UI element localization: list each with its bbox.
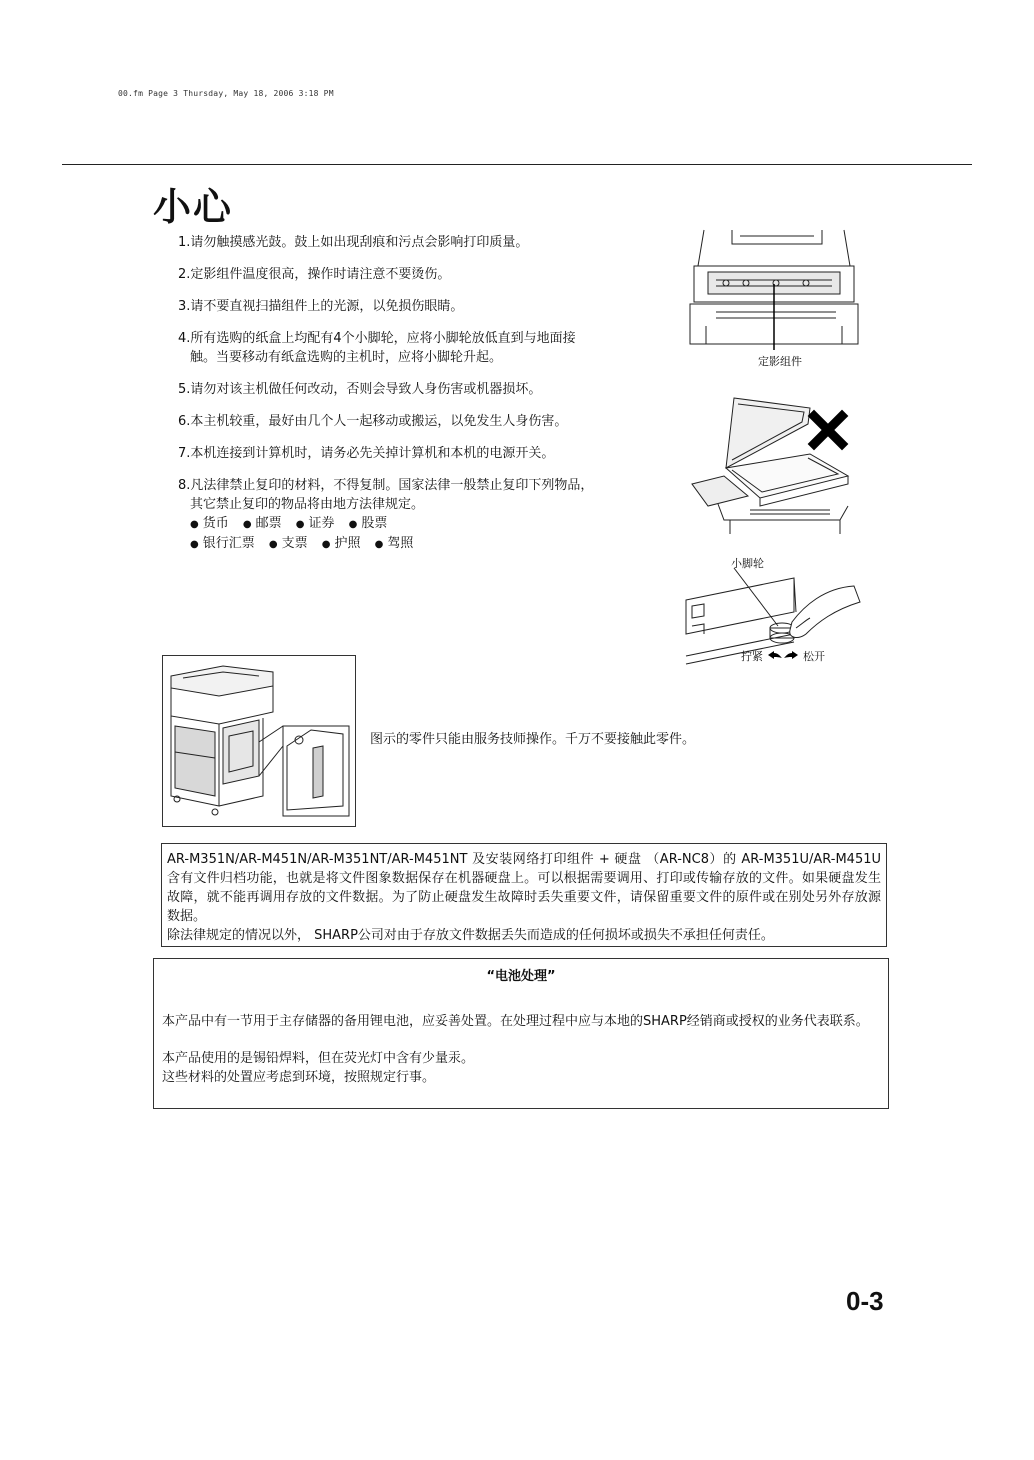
- caution-item-1: 1.请勿触摸感光鼓。鼓上如出现刮痕和污点会影响打印质量。: [178, 235, 529, 250]
- caution-item-6: 6.本主机较重，最好由几个人一起移动或搬运，以免发生人身伤害。: [178, 414, 568, 429]
- battery-paragraph-3: 这些材料的处置应考虑到环境，按照规定行事。: [162, 1070, 436, 1085]
- service-part-illustration: [163, 656, 355, 826]
- rotate-arrows-icon: [766, 648, 800, 662]
- battery-title: “电池处理”: [486, 969, 556, 984]
- file-meta-header: 00.fm Page 3 Thursday, May 18, 2006 3:18 PM: [118, 89, 334, 98]
- scanner-warning-illustration: [690, 394, 854, 534]
- prohibited-items-row-1: [178, 514, 648, 534]
- prohibited-item: ● 护照: [322, 536, 361, 551]
- loosen-label: 松开: [803, 650, 825, 663]
- caution-item-7: 7.本机连接到计算机时，请务必先关掉计算机和本机的电源开关。: [178, 446, 555, 461]
- notice-paragraph-2: 除法律规定的情况以外， SHARP公司对由于存放文件数据丢失而造成的任何损坏或损失不承担任何责任。: [167, 928, 774, 943]
- prohibited-item: ● 货币: [190, 516, 229, 531]
- caution-item-4: 4.所有选购的纸盒上均配有4个小脚轮，应将小脚轮放低直到与地面接 触。当要移动有纸盒选购的主机时，应将小脚轮升起。: [178, 331, 576, 365]
- fusing-unit-illustration: [686, 226, 862, 350]
- tighten-label: 拧紧: [741, 650, 763, 663]
- caution-item-8: 8.凡法律禁止复印的材料，不得复制。国家法律一般禁止复印下列物品， 其它禁止复印的物品将由地方法律规定。: [178, 478, 594, 512]
- caution-item-3: 3.请不要直视扫描组件上的光源，以免损伤眼睛。: [178, 299, 464, 314]
- notice-paragraph-1: AR-M351N/AR-M451N/AR-M351NT/AR-M451NT 及安装网络打印组件 + 硬盘 （AR-NC8）的 AR-M351U/AR-M451U含有文件归档功能，也就是将文件图象数据保存在机器硬盘上。可以根据需要调用、打印或传输存放的文件。如果硬盘发生故障，就不能再调用存放的文件数据。为了防止硬盘发生故障时丢失重要文件，请保留重要文件的原件或在别处另外存放源数据。: [167, 852, 881, 924]
- prohibited-item: ● 支票: [269, 536, 308, 551]
- prohibited-item: ● 银行汇票: [190, 536, 255, 551]
- prohibited-item: ● 证券: [296, 516, 335, 531]
- service-part-figure-frame: [162, 655, 356, 827]
- prohibited-items-row-2: [178, 534, 648, 554]
- battery-paragraph-1: 本产品中有一节用于主存储器的备用锂电池，应妥善处置。在处理过程中应与本地的SHARP经销商或授权的业务代表联系。: [162, 1014, 869, 1029]
- caution-item-5: 5.请勿对该主机做任何改动，否则会导致人身伤害或机器损坏。: [178, 382, 542, 397]
- battery-disposal-box: [153, 958, 889, 1109]
- fusing-unit-label: 定影组件: [758, 355, 802, 368]
- document-filing-notice: [161, 843, 887, 947]
- prohibited-item: ● 股票: [349, 516, 388, 531]
- prohibited-item: ● 邮票: [243, 516, 282, 531]
- prohibited-item: ● 驾照: [375, 536, 414, 551]
- caster-label: 小脚轮: [731, 557, 764, 570]
- page-title: 小心: [153, 185, 234, 229]
- caution-item-2: 2.定影组件温度很高，操作时请注意不要烫伤。: [178, 267, 451, 282]
- service-note: 图示的零件只能由服务技师操作。千万不要接触此零件。: [370, 732, 696, 747]
- page-number: 0-3: [846, 1286, 884, 1316]
- caution-list: [178, 233, 648, 554]
- battery-paragraph-2: 本产品使用的是锡铅焊料，但在荧光灯中含有少量汞。: [162, 1051, 475, 1066]
- header-rule: [62, 164, 972, 165]
